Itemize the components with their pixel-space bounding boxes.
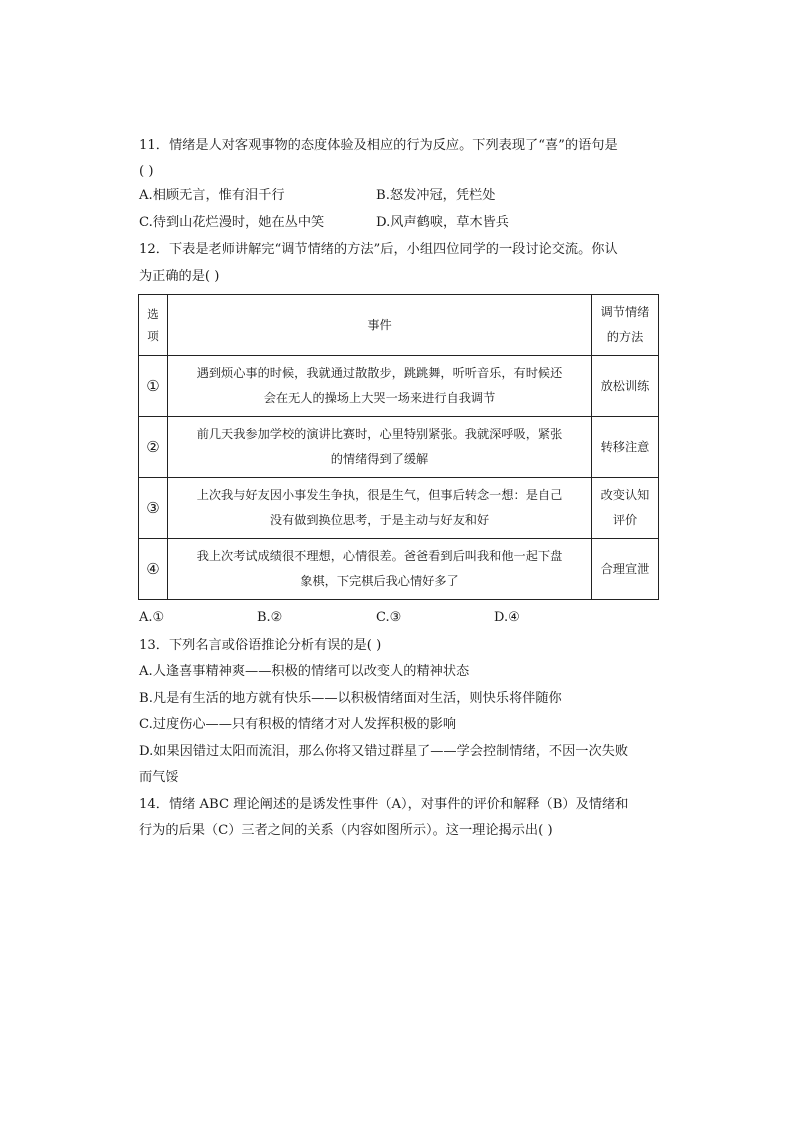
row-event-line1: 我上次考试成绩很不理想，心情很差。爸爸看到后叫我和他一起下盘 — [196, 549, 563, 563]
row-number: ④ — [139, 539, 168, 600]
q13-option-d-line2: 而气馁 — [139, 770, 179, 785]
row-event-line1: 遇到烦心事的时候，我就通过散散步，跳跳舞，听听音乐，有时候还 — [196, 366, 563, 380]
row-event — [168, 417, 592, 478]
row-method-line1: 放松训练 — [600, 378, 650, 393]
q13-stem: 13．下列名言或俗语推论分析有误的是( ) — [139, 638, 382, 653]
row-event-line1: 上次我与好友因小事发生争执，很是生气，但事后转念一想：是自己 — [196, 488, 563, 502]
row-event-line2: 没有做到换位思考，于是主动与好友和好 — [269, 513, 490, 527]
header-event-cell: 事件 — [168, 295, 592, 356]
row-event-line2: 会在无人的操场上大哭一场来进行自我调节 — [263, 391, 496, 405]
q13-option-c: C.过度伤心——只有积极的情绪才对人发挥积极的影响 — [139, 717, 457, 732]
row-method-line1: 改变认知 — [600, 488, 650, 502]
header-option-line1: 选 — [147, 307, 159, 321]
row-method-line1: 合理宣泄 — [600, 561, 650, 576]
q12-answer-d: D.④ — [494, 610, 520, 625]
header-option-cell — [139, 295, 168, 356]
table-row — [139, 539, 659, 600]
row-event — [168, 478, 592, 539]
q11-option-c: C.待到山花烂漫时，她在丛中笑 — [139, 215, 325, 230]
table-row — [139, 478, 659, 539]
q13-option-a: A.人逢喜事精神爽——积极的情绪可以改变人的精神状态 — [139, 664, 470, 679]
q11-stem-line1: 11．情绪是人对客观事物的态度体验及相应的行为反应。下列表现了“喜”的语句是 — [139, 138, 618, 153]
table-row — [139, 417, 659, 478]
header-option-line2: 项 — [147, 329, 159, 343]
methods-table — [138, 294, 659, 600]
q14-stem-line2: 行为的后果（C）三者之间的关系（内容如图所示）。这一理论揭示出( ) — [139, 823, 553, 838]
row-method — [592, 417, 659, 478]
q11-option-b: B.怒发冲冠，凭栏处 — [376, 188, 496, 203]
q14-stem-line1: 14．情绪 ABC 理论阐述的是诱发性事件（A），对事件的评价和解释（B）及情绪和 — [139, 797, 629, 812]
row-number: ① — [139, 356, 168, 417]
q11-stem-line2: ( ) — [139, 164, 154, 179]
table-header-row — [139, 295, 659, 356]
row-number: ② — [139, 417, 168, 478]
row-event-line1: 前几天我参加学校的演讲比赛时，心里特别紧张。我就深呼吸，紧张 — [196, 427, 563, 441]
q12-stem-line2: 为正确的是( ) — [139, 269, 220, 284]
row-event-line2: 的情绪得到了缓解 — [330, 452, 429, 466]
q12-answer-c: C.③ — [376, 610, 402, 625]
header-method-line1: 调节情绪 — [600, 305, 650, 319]
header-method-cell — [592, 295, 659, 356]
q12-answer-a: A.① — [139, 610, 165, 625]
q11-option-d: D.风声鹤唳，草木皆兵 — [376, 215, 509, 230]
q12-stem-line1: 12．下表是老师讲解完“调节情绪的方法”后，小组四位同学的一段讨论交流。你认 — [139, 242, 618, 257]
q13-option-d-line1: D.如果因错过太阳而流泪，那么你将又错过群星了——学会控制情绪，不因一次失败 — [139, 744, 629, 759]
row-number: ③ — [139, 478, 168, 539]
row-method-line2: 评价 — [612, 513, 638, 527]
row-event-line2: 象棋，下完棋后我心情好多了 — [300, 574, 459, 588]
row-event — [168, 356, 592, 417]
row-method — [592, 539, 659, 600]
row-method-line1: 转移注意 — [600, 439, 650, 454]
header-method-line2: 的方法 — [606, 330, 644, 344]
table-row — [139, 356, 659, 417]
q13-option-b: B.凡是有生活的地方就有快乐——以积极情绪面对生活，则快乐将伴随你 — [139, 691, 562, 706]
q12-answer-b: B.② — [257, 610, 283, 625]
row-method — [592, 356, 659, 417]
row-event — [168, 539, 592, 600]
q11-option-a: A.相顾无言，惟有泪千行 — [139, 188, 285, 203]
row-method — [592, 478, 659, 539]
